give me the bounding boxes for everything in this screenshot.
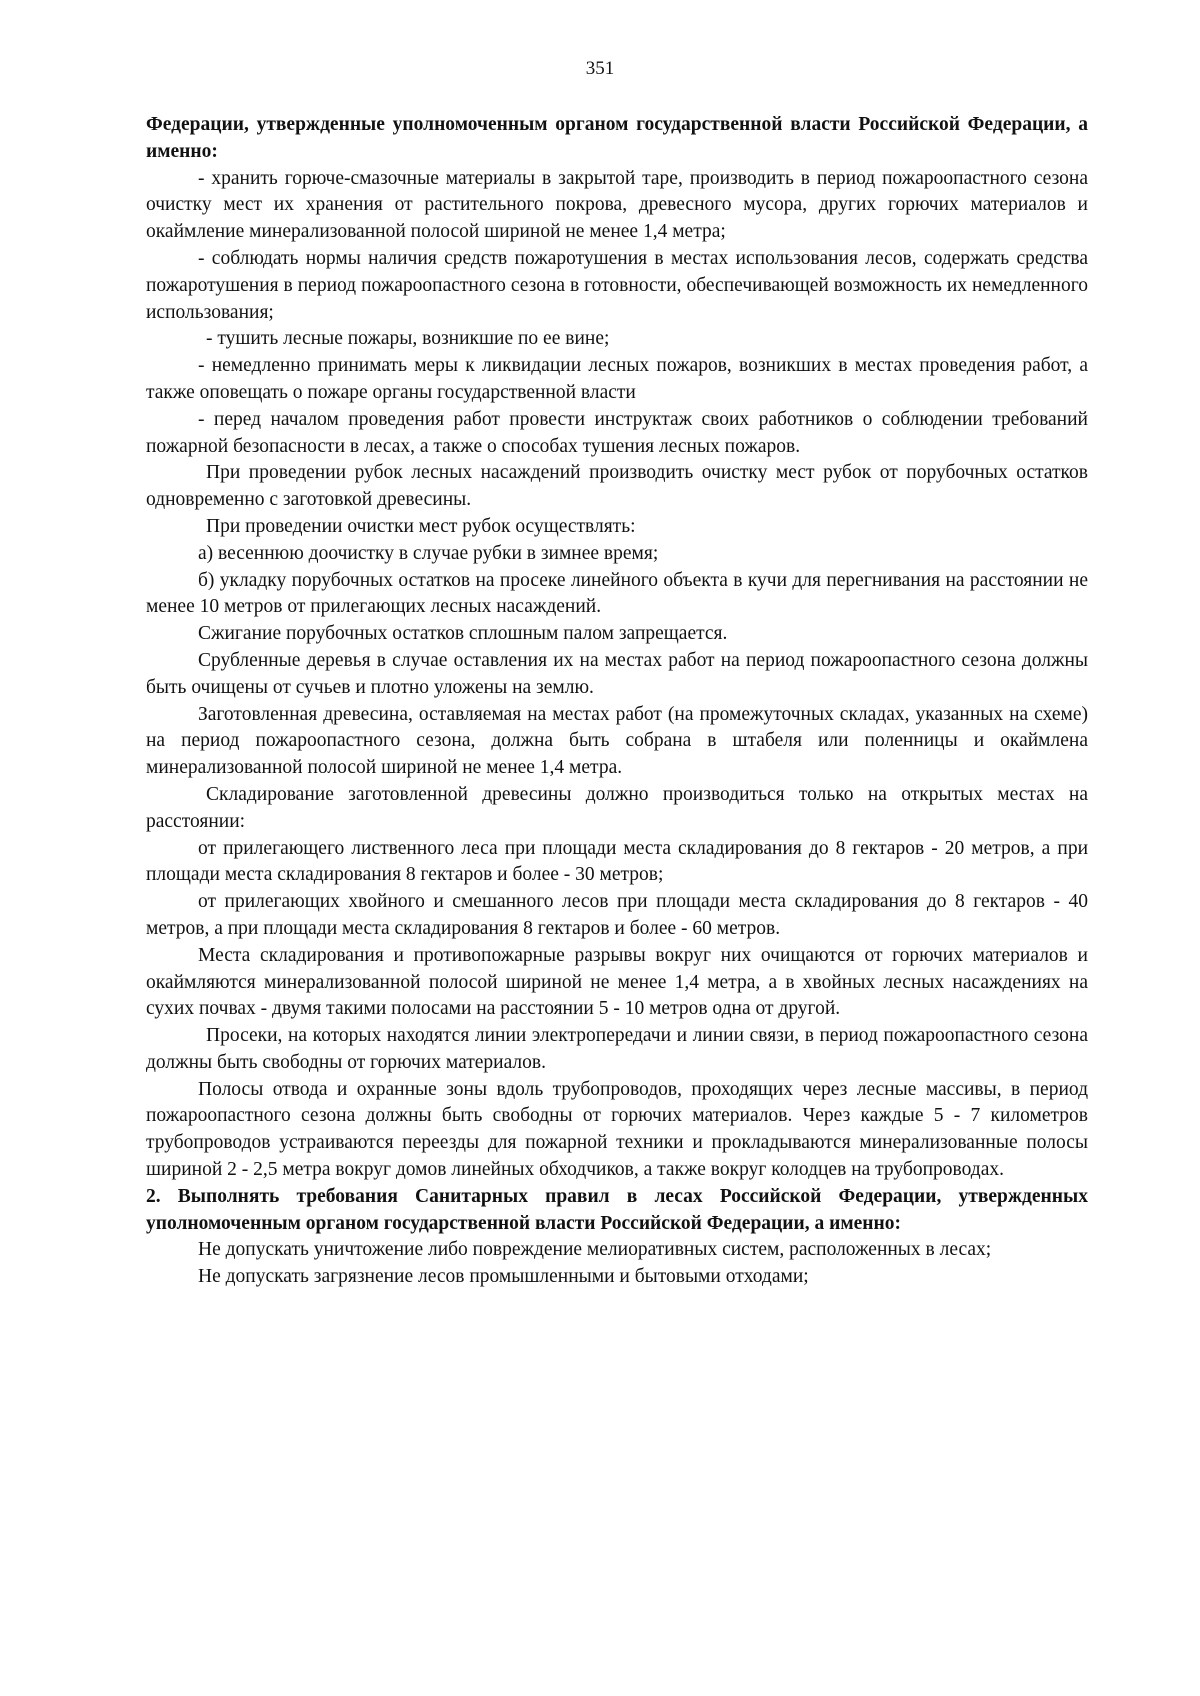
paragraph: а) весеннюю доочистку в случае рубки в зимнее время; [198,542,659,564]
paragraph: Складирование заготовленной древесины должно производиться только на открытых местах на расстоянии: [146,783,1088,832]
paragraph: Полосы отвода и охранные зоны вдоль трубопроводов, проходящих через лесные массивы, в период пожароопастного сезона должны быть свободны от горючих материалов. Через каждые 5 - 7 километров трубопроводов устраиваются переезды для пожарной техники и прокладываются минерализованные полосы шириной 2 - 2,5 метра вокруг домов линейных обходчиков, а также вокруг колодцев на трубопроводах. [146,1078,1088,1181]
paragraph: - немедленно принимать меры к ликвидации лесных пожаров, возникших в местах проведения работ, а также оповещать о пожаре органы государственной власти [146,355,1088,403]
paragraph: б) укладку порубочных остатков на просеке линейного объекта в кучи для перегнивания на расстоянии не менее 10 метров от прилегающих лесных насаждений. [146,569,1088,618]
section-heading: Федерации, утвержденные уполномоченным органом государственной власти Российской Федерации, а именно: [146,114,1088,162]
paragraph: Места складирования и противопожарные разрывы вокруг них очищаются от горючих материалов и окаймляются минерализованной полосой шириной не менее 1,4 метра, а в хвойных лесных насаждениях на сухих почвах - двумя такими полосами на расстоянии 5 - 10 метров одна от другой. [146,944,1088,1020]
paragraph: - тушить лесные пожары, возникшие по ее вине; [206,328,610,350]
paragraph: Не допускать загрязнение лесов промышленными и бытовыми отходами; [198,1266,809,1288]
paragraph: При проведении рубок лесных насаждений производить очистку мест рубок от порубочных остатков одновременно с заготовкой древесины. [146,462,1088,511]
paragraph: Заготовленная древесина, оставляемая на местах работ (на промежуточных складах, указанных на схеме) на период пожароопастного сезона, должна быть собрана в штабеля или поленницы и окаймлена минерализованной полосой шириной не менее 1,4 метра. [146,703,1088,779]
paragraph: Не допускать уничтожение либо повреждение мелиоративных систем, расположенных в лесах; [198,1239,992,1261]
paragraph: Срубленные деревья в случае оставления их на местах работ на период пожароопастного сезона должны быть очищены от сучьев и плотно уложены на землю. [146,649,1088,698]
paragraph: При проведении очистки мест рубок осуществлять: [206,515,636,537]
page-number: 351 [585,58,615,79]
section-heading: 2. Выполнять требования Санитарных правил в лесах Российской Федерации, утвержденных уполномоченным органом государственной власти Российской Федерации, а именно: [146,1185,1088,1234]
paragraph: Просеки, на которых находятся линии электропередачи и линии связи, в период пожароопастного сезона должны быть свободны от горючих материалов. [146,1025,1088,1073]
paragraph: - хранить горюче-смазочные материалы в закрытой таре, производить в период пожароопастного сезона очистку мест их хранения от растительного покрова, древесного мусора, других горючих материалов и окаймление минерализованной полосой шириной не менее 1,4 метра; [146,167,1088,243]
paragraph: Сжигание порубочных остатков сплошным палом запрещается. [198,623,728,645]
document-body [146,112,1088,1291]
paragraph: от прилегающего лиственного леса при площади места складирования до 8 гектаров - 20 метров, а при площади места складирования 8 гектаров и более - 30 метров; [146,837,1088,886]
paragraph: от прилегающих хвойного и смешанного лесов при площади места складирования до 8 гектаров - 40 метров, а при площади места складирования 8 гектаров и более - 60 метров. [146,891,1088,939]
paragraph: - соблюдать нормы наличия средств пожаротушения в местах использования лесов, содержать средства пожаротушения в период пожароопастного сезона в готовности, обеспечивающей возможность их немедленного использования; [146,247,1088,323]
paragraph: - перед началом проведения работ провести инструктаж своих работников о соблюдении требований пожарной безопасности в лесах, а также о способах тушения лесных пожаров. [146,408,1088,457]
